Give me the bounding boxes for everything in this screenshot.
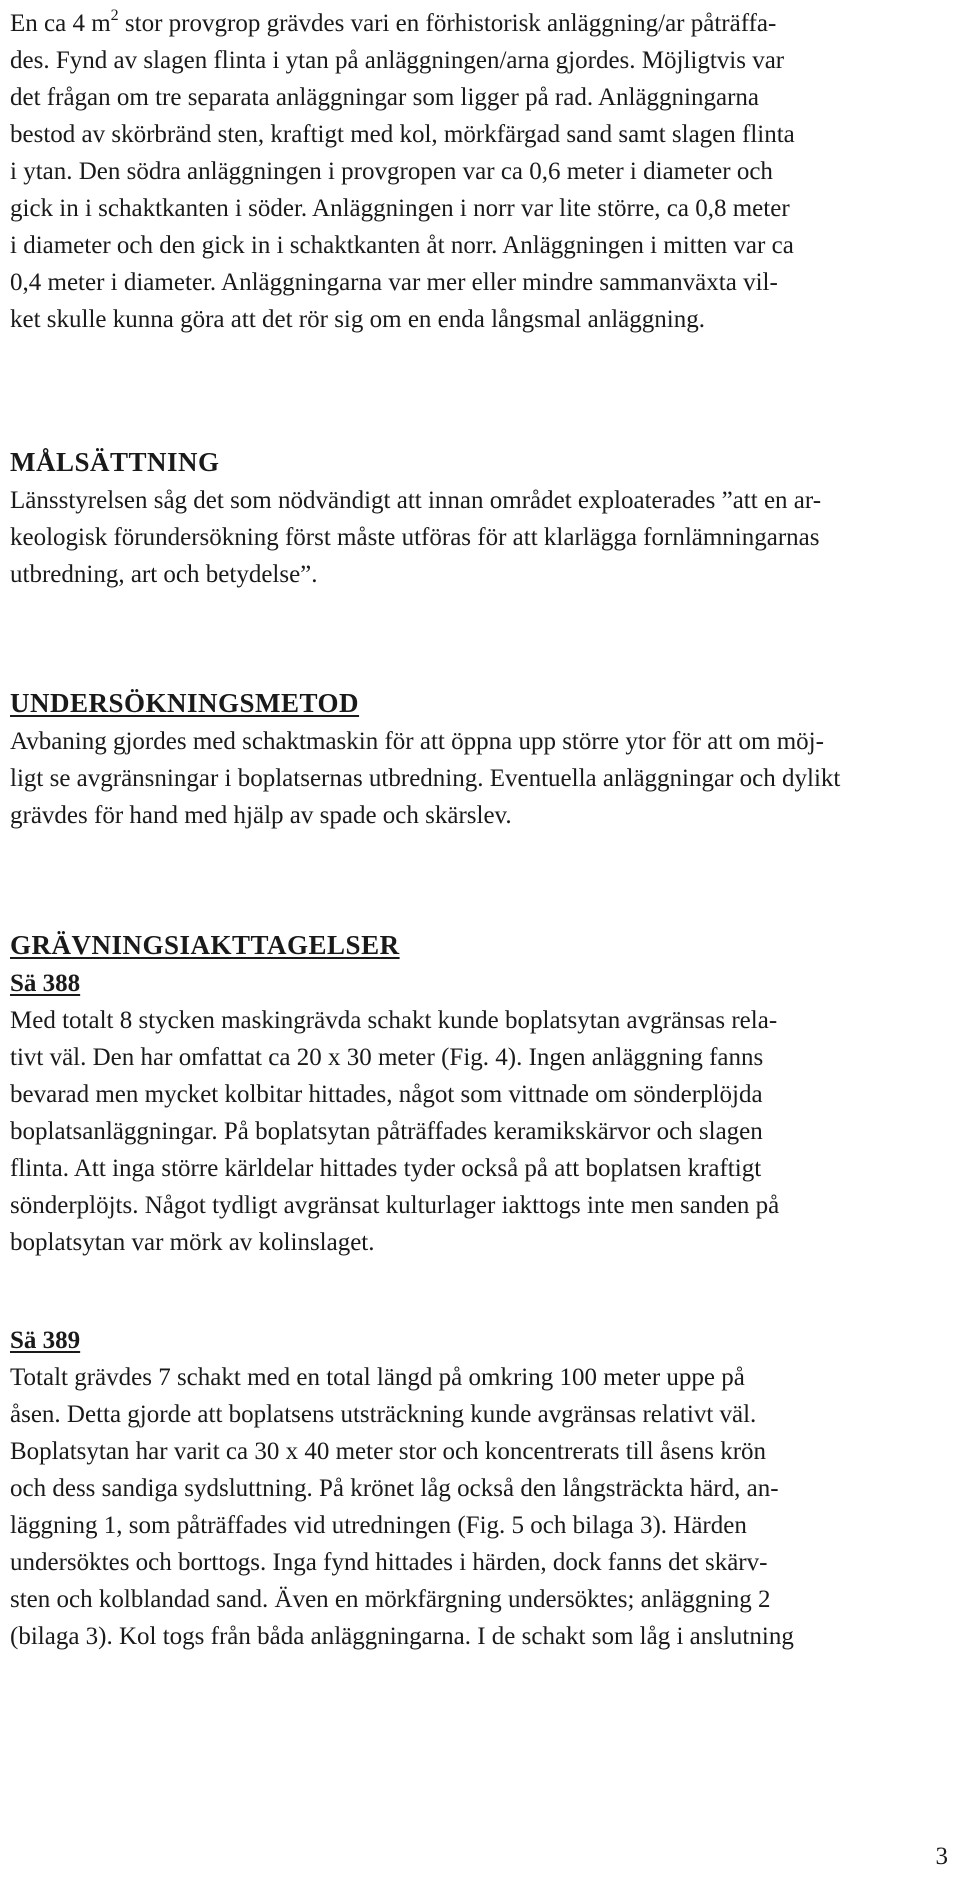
metod-line: grävdes för hand med hjälp av spade och skärslev. [10, 802, 512, 829]
sa389-line: Boplatsytan har varit ca 30 x 40 meter stor och koncentrerats till åsens krön [10, 1438, 767, 1465]
subheading-sa-388: Sä 388 [10, 970, 81, 997]
malsattning-line: keologisk förundersökning först måste utföras för att klarlägga fornlämningarnas [10, 524, 820, 551]
metod-section [10, 683, 930, 834]
sa388-line: tivt väl. Den har omfattat ca 20 x 30 meter (Fig. 4). Ingen anläggning fanns [10, 1044, 764, 1071]
malsattning-section [10, 442, 930, 593]
metod-line: Avbaning gjordes med schaktmaskin för att öppna upp större ytor för att om möj- [10, 728, 824, 755]
sa388-line: Med totalt 8 stycken maskingrävda schakt kunde boplatsytan avgränsas rela- [10, 1007, 778, 1034]
intro-line-1 [10, 5, 930, 42]
intro-line: 0,4 meter i diameter. Anläggningarna var mer eller mindre sammanväxta vil- [10, 269, 778, 296]
sa389-line: läggning 1, som påträffades vid utredningen (Fig. 5 och bilaga 3). Härden [10, 1512, 747, 1539]
intro-line: bestod av skörbränd sten, kraftigt med kol, mörkfärgad sand samt slagen flinta [10, 121, 795, 148]
intro-line: des. Fynd av slagen flinta i ytan på anläggningen/arna gjordes. Möjligtvis var [10, 47, 785, 74]
sa389-line: (bilaga 3). Kol togs från båda anläggningarna. I de schakt som låg i anslutning [10, 1623, 794, 1650]
malsattning-line: Länsstyrelsen såg det som nödvändigt att innan området exploaterades ”att en ar- [10, 487, 822, 514]
sa388-line: sönderplöjts. Något tydligt avgränsat kulturlager iakttogs inte men sanden på [10, 1192, 780, 1219]
intro-line: gick in i schaktkanten i söder. Anläggningen i norr var lite större, ca 0,8 meter [10, 195, 790, 222]
metod-line: ligt se avgränsningar i boplatsernas utbredning. Eventuella anläggningar och dylikt [10, 765, 841, 792]
malsattning-line: utbredning, art och betydelse”. [10, 561, 318, 588]
sa389-line: sten och kolblandad sand. Även en mörkfärgning undersöktes; anläggning 2 [10, 1586, 771, 1613]
intro-line-1-text-a: En ca 4 m [10, 10, 111, 37]
intro-line: det frågan om tre separata anläggningar som ligger på rad. Anläggningarna [10, 84, 760, 111]
sa389-line: Totalt grävdes 7 schakt med en total längd på omkring 100 meter uppe på [10, 1364, 745, 1391]
intro-paragraph [10, 5, 930, 338]
gravning-section [10, 925, 930, 1261]
sa389-line: undersöktes och borttogs. Inga fynd hittades i härden, dock fanns det skärv- [10, 1549, 768, 1576]
sa389-line: åsen. Detta gjorde att boplatsens utsträckning kunde avgränsas relativt väl. [10, 1401, 757, 1428]
intro-line-1-text-b: stor provgrop grävdes vari en förhistorisk anläggning/ar påträffa- [118, 10, 777, 37]
sa388-line: boplatsytan var mörk av kolinslaget. [10, 1229, 375, 1256]
subheading-sa-389: Sä 389 [10, 1327, 81, 1354]
intro-line: ket skulle kunna göra att det rör sig om en enda långsmal anläggning. [10, 306, 705, 333]
sa388-line: flinta. Att inga större kärldelar hittades tyder också på att boplatsen kraftigt [10, 1155, 762, 1182]
intro-line: i ytan. Den södra anläggningen i provgropen var ca 0,6 meter i diameter och [10, 158, 773, 185]
section-heading-malsattning: MÅLSÄTTNING [10, 447, 220, 477]
section-heading-metod: UNDERSÖKNINGSMETOD [10, 688, 360, 718]
sa388-line: bevarad men mycket kolbitar hittades, något som vittnade om sönderplöjda [10, 1081, 763, 1108]
intro-line: i diameter och den gick in i schaktkanten åt norr. Anläggningen i mitten var ca [10, 232, 794, 259]
superscript-2: 2 [110, 6, 119, 24]
section-heading-gravning: GRÄVNINGSIAKTTAGELSER [10, 930, 400, 960]
sa389-line: och dess sandiga sydsluttning. På krönet låg också den långsträckta härd, an- [10, 1475, 779, 1502]
sa389-section [10, 1322, 930, 1655]
page-number: 3 [935, 1843, 948, 1870]
sa388-line: boplatsanläggningar. På boplatsytan påträffades keramikskärvor och slagen [10, 1118, 763, 1145]
